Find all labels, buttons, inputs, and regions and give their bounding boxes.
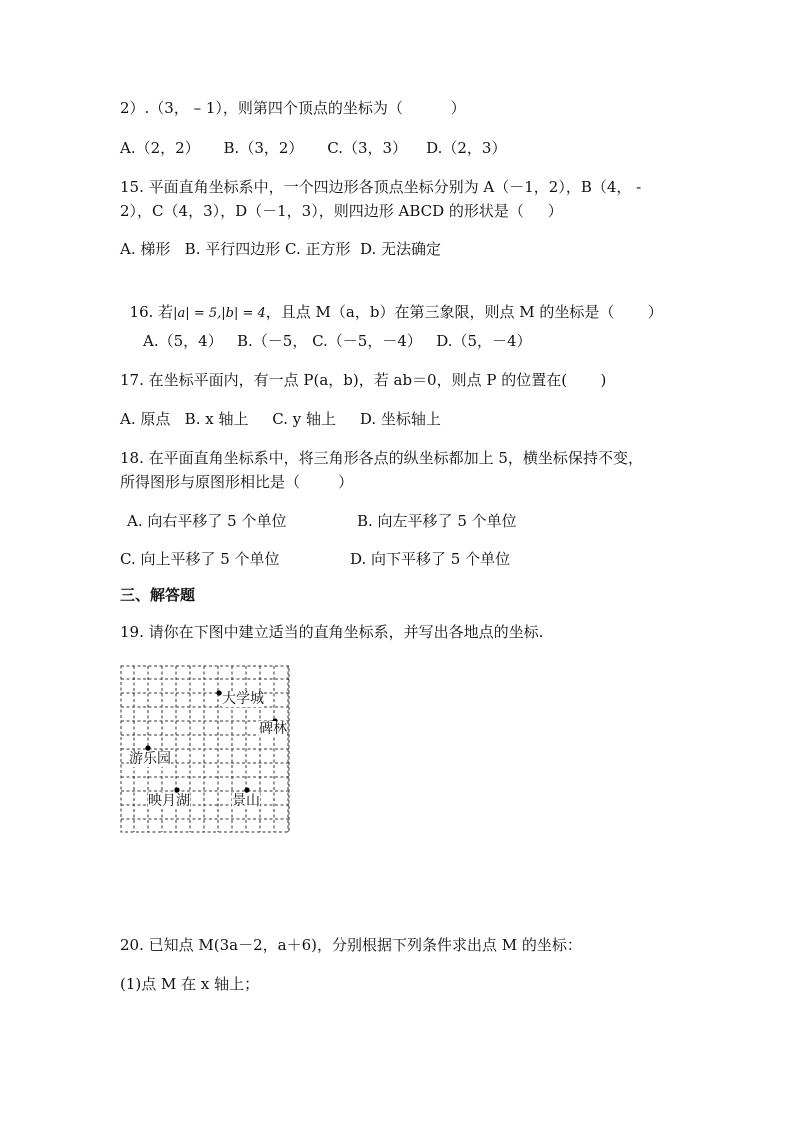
q15-stem-line1: 15. 平面直角坐标系中，一个四边形各顶点坐标分别为 A（－1，2），B（4， - — [120, 178, 642, 196]
label-yingyuehu: 映月湖 — [148, 793, 190, 809]
q18-stem-line2: 所得图形与原图形相比是（ ） — [120, 473, 354, 491]
q20-stem: 20. 已知点 M(3a－2，a＋6)，分别根据下列条件求出点 M 的坐标： — [120, 936, 582, 954]
q18-option-b: B. 向左平移了 5 个单位 — [357, 512, 517, 530]
location-grid — [120, 665, 290, 833]
section-3-heading: 三、解答题 — [120, 586, 196, 604]
point-yingyuehu — [174, 787, 179, 792]
q15-stem-line2: 2），C（4，3），D（－1，3），则四边形 ABCD 的形状是（ ） — [120, 202, 563, 220]
q16-condition: ，且点 M（a，b）在第三象限，则点 M 的坐标是（ ） — [265, 303, 663, 321]
point-daxuecheng — [216, 690, 221, 695]
q20-part1: (1)点 M 在 x 轴上； — [120, 975, 260, 993]
q19-stem: 19. 请你在下图中建立适当的直角坐标系，并写出各地点的坐标. — [120, 623, 544, 641]
q17-options: A. 原点 B. x 轴上 C. y 轴上 D. 坐标轴上 — [120, 410, 441, 428]
q18-option-d: D. 向下平移了 5 个单位 — [350, 550, 511, 568]
q16-number: 16. 若 — [129, 303, 174, 321]
location-grid-figure — [120, 665, 290, 833]
label-beilin: 碑林 — [259, 721, 287, 737]
label-jingshan: 景山 — [232, 793, 260, 809]
q15-options: A. 梯形 B. 平行四边形 C. 正方形 D. 无法确定 — [120, 240, 442, 258]
q18-option-c: C. 向上平移了 5 个单位 — [120, 550, 280, 568]
q18-stem-line1: 18. 在平面直角坐标系中，将三角形各点的纵坐标都加上 5，横坐标保持不变， — [120, 449, 643, 467]
q16-abs-values: |a| = 5,|b| = 4 — [173, 306, 266, 321]
label-daxuecheng: 大学城 — [222, 691, 264, 707]
point-youleyuan — [145, 745, 150, 750]
q18-option-a: A. 向右平移了 5 个单位 — [127, 512, 287, 530]
q14-options: A.（2，2） B.（3，2） C.（3，3） D.（2，3） — [120, 139, 507, 157]
q16-options: A.（5，4） B.（－5， C.（－5，－4） D.（5，－4） — [143, 332, 532, 350]
q17-stem: 17. 在坐标平面内，有一点 P(a，b)，若 ab＝0，则点 P 的位置在( ) — [120, 371, 607, 389]
q14-option-tail: 2）.（3， – 1），则第四个顶点的坐标为（ ） — [120, 99, 466, 117]
q16-stem — [120, 282, 663, 324]
label-youleyuan: 游乐园 — [129, 751, 171, 767]
point-jingshan — [244, 787, 249, 792]
